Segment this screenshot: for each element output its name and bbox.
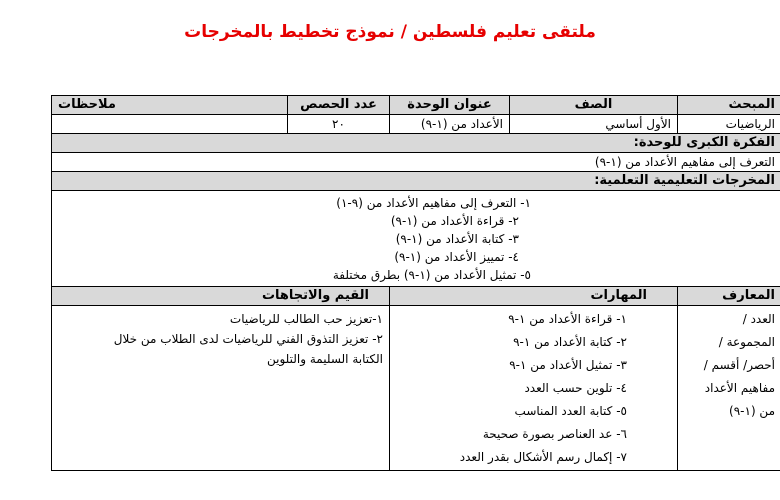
outcome-item: ١- التعرف إلى مفاهيم الأعداد من (٩-١) (336, 196, 531, 210)
outcome-item: ٢- قراءة الأعداد من (١-٩) (390, 214, 519, 228)
values-header: القيم والاتجاهات (52, 287, 390, 306)
notes-value (52, 115, 288, 134)
subject-header: المبحث (678, 96, 780, 115)
lessons-count-value: ٢٠ (288, 115, 390, 134)
big-idea-label-row (52, 134, 780, 153)
planning-table (51, 95, 780, 471)
knowledge-item: مفاهيم الأعداد (704, 381, 775, 395)
unit-title-header: عنوان الوحدة (390, 96, 510, 115)
big-idea-label: الفكرة الكبرى للوحدة: (52, 134, 780, 153)
knowledge-item: أحصر/ أقسم / (703, 358, 775, 372)
skill-item: ٦- عد العناصر بصورة صحيحة (482, 427, 627, 441)
skill-item: ٤- تلوين حسب العدد (524, 381, 627, 395)
values-cell (52, 306, 390, 471)
outcomes-list (52, 191, 780, 287)
outcome-item: ٣- كتابة الأعداد من (١-٩) (395, 232, 519, 246)
knowledge-cell (678, 306, 780, 471)
lessons-count-header: عدد الحصص (288, 96, 390, 115)
grade-value: الأول أساسي (510, 115, 678, 134)
value-item: ١-تعزيز حب الطالب للرياضيات (229, 312, 383, 326)
skill-item: ٧- إكمال رسم الأشكال بقدر العدد (459, 450, 627, 464)
outcome-item: ٤- تمييز الأعداد من (١-٩) (394, 250, 519, 264)
subject-value: الرياضيات (678, 115, 780, 134)
planning-sheet (52, 95, 780, 471)
notes-header: ملاحظات (52, 96, 288, 115)
unit-title-value: الأعداد من (١-٩) (390, 115, 510, 134)
skills-cell (390, 306, 678, 471)
sections-header-row (52, 287, 780, 306)
value-item: ٢- تعزيز التذوق الفني للرياضيات لدى الطلاب من خلال الكتابة السليمة والتلوين (113, 332, 383, 366)
page-title: ملتقى تعليم فلسطين / نموذج تخطيط بالمخرجات (184, 22, 596, 42)
info-values-row (52, 115, 780, 134)
outcome-item: ٥- تمثيل الأعداد من (١-٩) بطرق مختلفة (332, 268, 531, 282)
knowledge-header: المعارف (678, 287, 780, 306)
sections-content-row (52, 306, 780, 471)
outcomes-list-row (52, 191, 780, 287)
info-header-row (52, 96, 780, 115)
big-idea-text: التعرف إلى مفاهيم الأعداد من (١-٩) (52, 153, 780, 172)
outcomes-label-row (52, 172, 780, 191)
skill-item: ٢- كتابة الأعداد من ١-٩ (513, 335, 627, 349)
knowledge-item: المجموعة / (718, 335, 775, 349)
big-idea-text-row (52, 153, 780, 172)
knowledge-item: العدد / (742, 312, 775, 326)
outcomes-label: المخرجات التعليمية التعلمية: (52, 172, 780, 191)
skills-header: المهارات (390, 287, 678, 306)
knowledge-item: من (١-٩) (729, 404, 775, 418)
skill-item: ١- قراءة الأعداد من ١-٩ (508, 312, 627, 326)
skill-item: ٥- كتابة العدد المناسب (514, 404, 627, 418)
skill-item: ٣- تمثيل الأعداد من ١-٩ (509, 358, 627, 372)
grade-header: الصف (510, 96, 678, 115)
